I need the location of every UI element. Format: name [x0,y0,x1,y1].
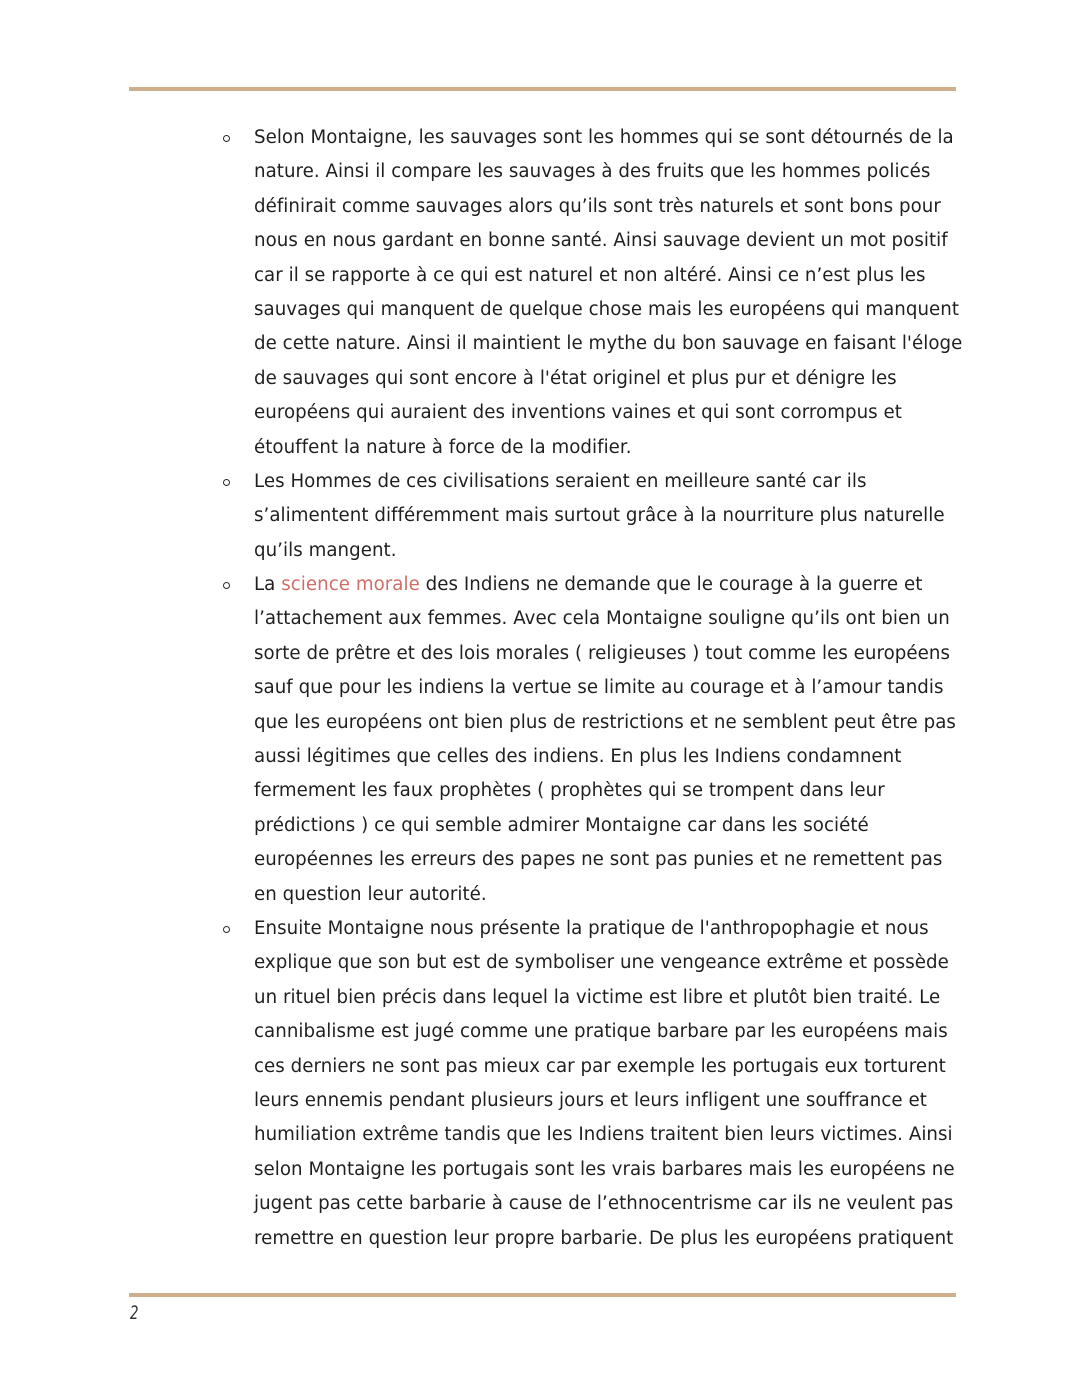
text-line: explique que son but est de symboliser une vengeance extrême et possède [254,952,949,974]
text-line: de sauvages qui sont encore à l'état originel et plus pur et dénigre les [254,367,897,389]
highlighted-term: science morale [281,574,420,596]
hollow-circle-bullet-icon [223,926,230,933]
hollow-circle-bullet-icon [223,479,230,486]
header-divider [129,87,956,91]
text-line: cannibalisme est jugé comme une pratique barbare par les européens mais [254,1021,948,1043]
list-item [0,121,1080,465]
text-line: prédictions ) ce qui semble admirer Montaigne car dans les société [254,814,869,836]
text-line: car il se rapporte à ce qui est naturel et non altéré. Ainsi ce n’est plus les [254,264,926,286]
text-line: définirait comme sauvages alors qu’ils sont très naturels et sont bons pour [254,195,941,217]
text-line: sauf que pour les indiens la vertue se limite au courage et à l’amour tandis [254,677,944,699]
text-line: en question leur autorité. [254,883,487,905]
text-line: s’alimentent différemment mais surtout grâce à la nourriture plus naturelle [254,505,945,527]
list-item [0,465,1080,568]
text-line: nature. Ainsi il compare les sauvages à des fruits que les hommes policés [254,161,931,183]
hollow-circle-bullet-icon [223,135,230,142]
text-line: Les Hommes de ces civilisations seraient en meilleure santé car ils [254,470,867,492]
text-line: remettre en question leur propre barbarie. De plus les européens pratiquent [254,1227,954,1249]
text-line: l’attachement aux femmes. Avec cela Montaigne souligne qu’ils ont bien un [254,608,950,630]
text-segment: La [254,574,282,596]
text-line: sorte de prêtre et des lois morales ( religieuses ) tout comme les européens [254,642,950,664]
text-line: qu’ils mangent. [254,539,397,561]
text-line: Selon Montaigne, les sauvages sont les hommes qui se sont détournés de la [254,127,954,148]
list-item [0,912,1080,1256]
text-line: de cette nature. Ainsi il maintient le mythe du bon sauvage en faisant l'éloge [254,333,963,355]
bullet-list [0,121,1080,1256]
text-line: ces derniers ne sont pas mieux car par exemple les portugais eux torturent [254,1055,946,1077]
text-line: selon Montaigne les portugais sont les vrais barbares mais les européens ne [254,1158,955,1180]
text-line: que les européens ont bien plus de restrictions et ne semblent peut être pas [254,711,956,733]
text-line: européennes les erreurs des papes ne sont pas punies et ne remettent pas [254,849,943,871]
text-line: fermement les faux prophètes ( prophètes qui se trompent dans leur [254,780,885,802]
text-line: jugent pas cette barbarie à cause de l’ethnocentrisme car ils ne veulent pas [254,1193,954,1215]
text-line [254,568,1074,602]
text-line: Ensuite Montaigne nous présente la pratique de l'anthropophagie et nous [254,917,929,939]
text-line: nous en nous gardant en bonne santé. Ainsi sauvage devient un mot positif [254,230,948,252]
list-item [0,568,1080,912]
text-line: un rituel bien précis dans lequel la victime est libre et plutôt bien traité. Le [254,986,941,1008]
text-line: sauvages qui manquent de quelque chose mais les européens qui manquent [254,298,960,320]
text-line: européens qui auraient des inventions vaines et qui sont corrompus et [254,402,902,424]
text-line: étouffent la nature à force de la modifier. [254,436,632,458]
footer-divider [129,1293,956,1297]
hollow-circle-bullet-icon [223,582,230,589]
text-line: humiliation extrême tandis que les Indiens traitent bien leurs victimes. Ainsi [254,1124,953,1146]
text-line: aussi légitimes que celles des indiens. En plus les Indiens condamnent [254,746,902,768]
text-segment: des Indiens ne demande que le courage à la guerre et [419,574,923,596]
page-number: 2 [130,1302,139,1324]
text-line: leurs ennemis pendant plusieurs jours et leurs infligent une souffrance et [254,1089,927,1111]
